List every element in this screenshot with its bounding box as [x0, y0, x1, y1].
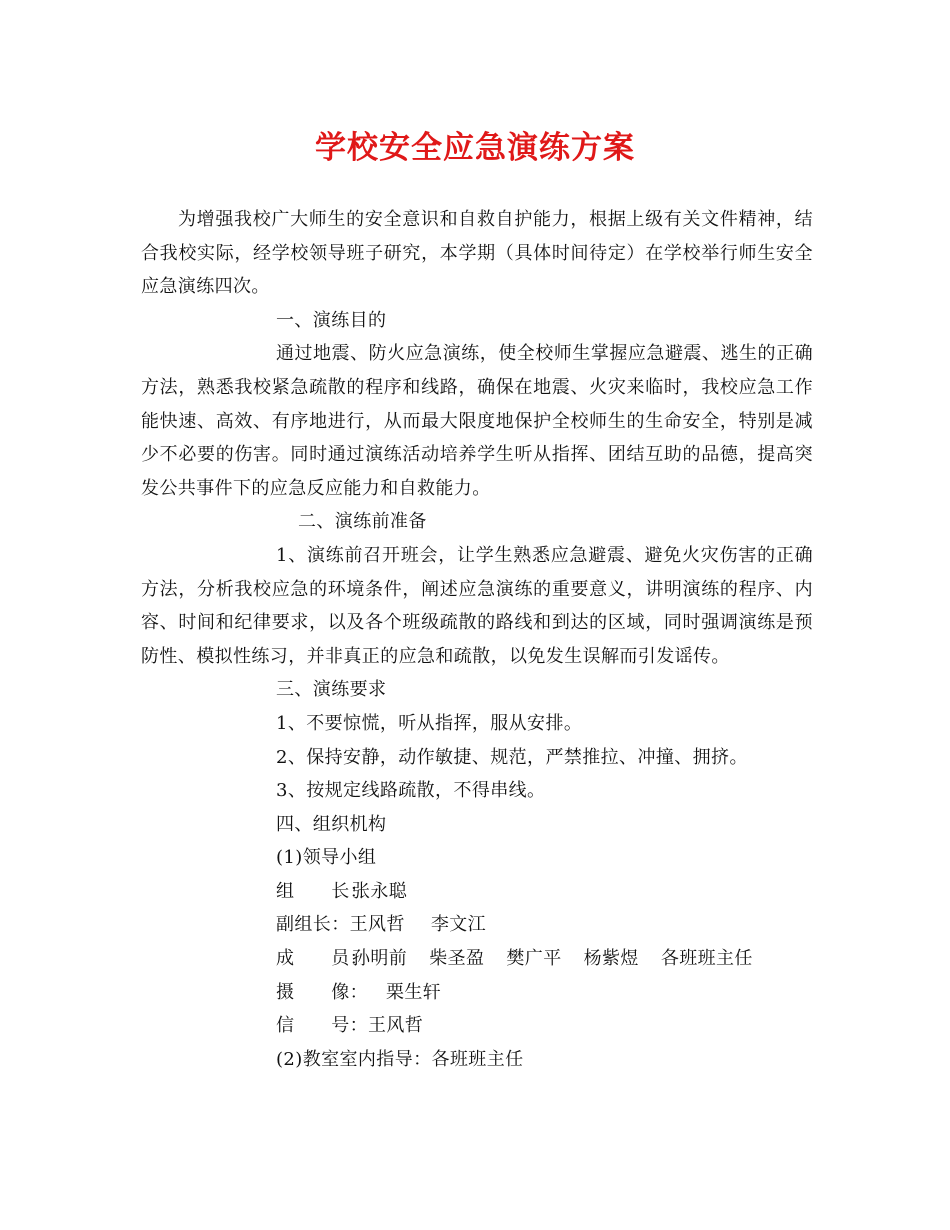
- camera-row: [141, 976, 813, 1010]
- members-row: [141, 942, 813, 976]
- member-name: 杨紫煜: [583, 948, 639, 970]
- signal-label: 信 号：: [276, 1015, 368, 1037]
- requirement-item: 3、按规定线路疏散，不得串线。: [276, 780, 546, 802]
- signal-row: [141, 1009, 813, 1043]
- section-1-heading: 一、演练目的: [276, 309, 387, 331]
- leader-row: [141, 875, 813, 909]
- vice-leader-row: [141, 908, 813, 942]
- section-2-paragraph: 1、演练前召开班会，让学生熟悉应急避震、避免火灾伤害的正确方法，分析我校应急的环境条件，阐述应急演练的重要意义，讲明演练的程序、内容、时间和纪律要求，以及各个班级疏散的路线和到达的区域，同时强调演练是预防性、模拟性练习，并非真正的应急和疏散，以免发生误解而引发谣传。: [141, 544, 813, 667]
- member-name: 孙明前: [352, 948, 408, 970]
- leader-name: 张永聪: [352, 880, 408, 902]
- vice-leader-label: 副组长：: [276, 914, 350, 936]
- vice-leader-name: 李文江: [430, 914, 487, 936]
- members-label: 成 员：: [276, 948, 368, 970]
- member-name: 柴圣盈: [429, 948, 485, 970]
- intro-paragraph: 为增强我校广大师生的安全意识和自救自护能力，根据上级有关文件精神，结合我校实际，经学校领导班子研究，本学期（具体时间待定）在学校举行师生安全应急演练四次。: [141, 209, 813, 298]
- section-2-heading: 二、演练前准备: [298, 511, 427, 533]
- camera-name: 栗生轩: [386, 981, 442, 1003]
- classroom-guidance-line: (2)教室室内指导：各班班主任: [276, 1048, 524, 1070]
- vice-leader-name: 王风哲: [349, 914, 405, 936]
- signal-name: 王风哲: [368, 1015, 424, 1037]
- leadership-group-heading: (1)领导小组: [276, 847, 377, 869]
- section-3-heading: 三、演练要求: [276, 679, 387, 701]
- document-title: 学校安全应急演练方案: [315, 130, 635, 166]
- document-body: [141, 203, 813, 1076]
- requirement-item: 2、保持安静，动作敏捷、规范，严禁推拉、冲撞、拥挤。: [276, 746, 748, 768]
- member-name: 各班班主任: [660, 948, 753, 970]
- member-name: 樊广平: [506, 948, 562, 970]
- section-1-paragraph: 通过地震、防火应急演练，使全校师生掌握应急避震、逃生的正确方法，熟悉我校紧急疏散的程序和线路，确保在地震、火灾来临时，我校应急工作能快速、高效、有序地进行，从而最大限度地保护全校师生的生命安全，特别是减少不必要的伤害。同时通过演练活动培养学生听从指挥、团结互助的品德，提高突发公共事件下的应急反应能力和自救能力。: [141, 343, 813, 499]
- requirement-item: 1、不要惊慌，听从指挥，服从安排。: [276, 712, 583, 734]
- section-4-heading: 四、组织机构: [276, 813, 387, 835]
- leader-label: 组 长：: [276, 880, 368, 902]
- camera-label: 摄 像：: [276, 981, 368, 1003]
